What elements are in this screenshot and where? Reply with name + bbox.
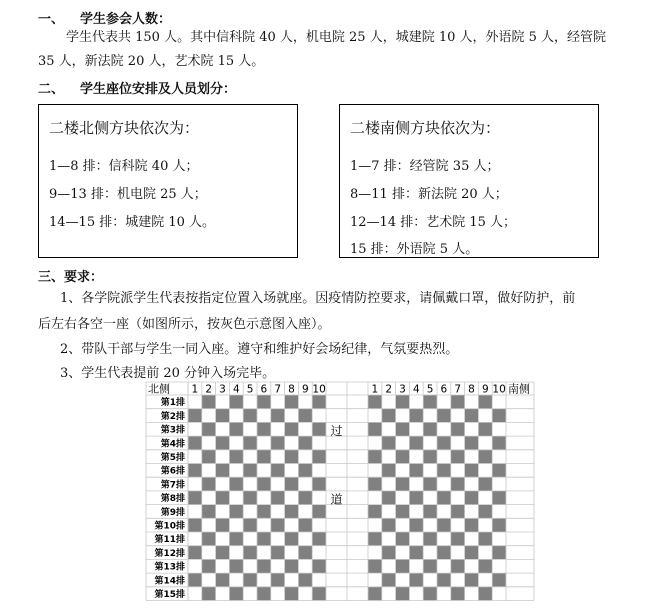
seat-cell-south [465, 409, 479, 423]
seat-cell-north [257, 450, 271, 464]
seat-cell-north [216, 409, 230, 423]
seat-cell-north [298, 518, 312, 532]
seat-cell-south [437, 464, 451, 478]
aisle-char-1: 过 [330, 424, 343, 439]
seat-cell-north [285, 505, 299, 519]
north-col-number: 5 [246, 383, 254, 396]
row-label: 第5排 [160, 453, 185, 463]
north-row-2: 9—13 排：机电院 25 人； [49, 187, 207, 202]
seat-cell-south [437, 409, 451, 423]
requirement-1-line1: 1、各学院派学生代表按指定位置入场就座。因疫情防控要求，请佩戴口罩，做好防护，前 [60, 291, 576, 306]
seat-cell-north [243, 436, 257, 450]
section1-text-line2: 35 人，新法院 20 人，艺术院 15 人。 [38, 54, 265, 69]
seat-cell-south [465, 546, 479, 560]
row-label: 第7排 [160, 480, 185, 491]
seat-cell-north [298, 546, 312, 560]
seat-cell-north [202, 532, 216, 546]
seat-cell-north [285, 587, 299, 601]
seat-cell-south [409, 436, 423, 450]
south-row-2: 8—11 排：新法院 20 人； [350, 187, 508, 202]
seat-cell-north [202, 395, 216, 409]
south-col-number: 3 [399, 383, 406, 396]
seat-cell-south [368, 450, 382, 464]
row-label: 第4排 [160, 439, 185, 450]
seat-cell-south [478, 559, 492, 573]
requirement-1-line2: 后左右各空一座（如图所示，按灰色示意图入座）。 [38, 317, 331, 332]
seat-cell-south [478, 395, 492, 409]
north-box-title: 二楼北侧方块依次为： [49, 119, 200, 137]
seat-cell-north [229, 422, 243, 436]
seat-cell-north [216, 573, 230, 587]
seat-cell-north [229, 505, 243, 519]
requirement-2: 2、带队干部与学生一同入座。遵守和维护好会场纪律，气氛要热烈。 [60, 342, 459, 357]
seat-cell-north [188, 491, 202, 505]
seat-cell-south [478, 532, 492, 546]
seat-cell-south [478, 422, 492, 436]
seat-cell-north [285, 559, 299, 573]
seat-cell-south [382, 409, 396, 423]
seat-cell-north [229, 532, 243, 546]
seat-cell-south [368, 422, 382, 436]
seat-cell-south [368, 532, 382, 546]
seat-cell-north [216, 518, 230, 532]
south-col-number: 5 [426, 383, 434, 396]
seat-cell-north [216, 546, 230, 560]
seat-cell-north [271, 436, 285, 450]
seat-cell-south [451, 477, 465, 491]
north-col-number: 4 [232, 383, 240, 396]
seat-cell-north [243, 546, 257, 560]
seat-cell-south [437, 518, 451, 532]
seat-cell-south [423, 395, 437, 409]
seat-cell-south [437, 491, 451, 505]
seat-cell-north [298, 573, 312, 587]
seat-cell-north [202, 422, 216, 436]
seat-cell-north [202, 559, 216, 573]
seat-cell-south [423, 477, 437, 491]
seat-cell-south [492, 464, 506, 478]
seat-cell-north [243, 573, 257, 587]
seat-cell-south [465, 491, 479, 505]
seat-cell-south [492, 491, 506, 505]
north-side-label: 北侧 [148, 382, 170, 396]
seat-cell-south [451, 505, 465, 519]
seat-cell-south [465, 436, 479, 450]
seat-cell-south [451, 532, 465, 546]
row-label: 第1排 [160, 398, 185, 409]
seat-cell-north [298, 464, 312, 478]
north-col-number: 6 [260, 383, 268, 396]
seat-cell-north [312, 450, 326, 464]
south-col-number: 1 [371, 383, 379, 396]
seat-cell-south [382, 518, 396, 532]
seat-cell-south [409, 573, 423, 587]
north-row-1: 1—8 排：信科院 40 人； [49, 159, 199, 174]
seat-cell-north [285, 422, 299, 436]
seat-cell-south [492, 573, 506, 587]
seat-cell-south [396, 559, 410, 573]
seat-cell-north [229, 477, 243, 491]
seat-cell-north [271, 464, 285, 478]
seat-cell-north [285, 477, 299, 491]
seat-cell-north [216, 464, 230, 478]
seat-cell-north [312, 395, 326, 409]
seat-cell-north [188, 464, 202, 478]
south-col-number: 2 [385, 383, 393, 396]
seat-cell-north [257, 559, 271, 573]
seat-cell-south [423, 505, 437, 519]
row-label: 第8排 [160, 494, 185, 505]
seat-cell-south [382, 546, 396, 560]
south-col-number: 7 [454, 383, 462, 396]
south-row-3: 12—14 排：艺术院 15 人； [350, 215, 517, 230]
seat-cell-north [257, 587, 271, 601]
seat-cell-south [396, 477, 410, 491]
seat-cell-north [271, 491, 285, 505]
seat-cell-south [423, 559, 437, 573]
seat-cell-north [271, 573, 285, 587]
south-col-number: 9 [481, 383, 489, 396]
seat-cell-north [257, 422, 271, 436]
seat-cell-north [312, 532, 326, 546]
seat-cell-south [465, 518, 479, 532]
seat-cell-south [382, 491, 396, 505]
seat-cell-north [271, 518, 285, 532]
north-seating-box [38, 104, 298, 258]
seat-cell-south [409, 464, 423, 478]
seat-cell-north [257, 477, 271, 491]
seat-cell-south [382, 573, 396, 587]
seat-cell-north [202, 477, 216, 491]
seat-cell-north [312, 477, 326, 491]
section1-number: 一、 [38, 12, 65, 27]
seat-cell-south [492, 436, 506, 450]
south-col-number: 6 [440, 383, 448, 396]
seat-cell-south [409, 546, 423, 560]
seat-cell-north [229, 450, 243, 464]
seat-cell-north [271, 546, 285, 560]
seat-cell-south [368, 505, 382, 519]
seat-cell-south [423, 450, 437, 464]
seat-cell-north [188, 518, 202, 532]
seat-cell-north [202, 505, 216, 519]
seat-cell-south [437, 436, 451, 450]
seating-chart [146, 382, 530, 607]
seat-cell-north [285, 532, 299, 546]
seat-cell-south [423, 532, 437, 546]
row-label: 第6排 [160, 466, 185, 477]
north-col-number: 3 [219, 383, 226, 396]
section3-heading: 三、要求： [38, 270, 104, 285]
seat-cell-south [451, 422, 465, 436]
seat-cell-north [229, 559, 243, 573]
seat-cell-north [312, 422, 326, 436]
seat-cell-north [188, 546, 202, 560]
seat-cell-north [202, 450, 216, 464]
seat-cell-south [368, 477, 382, 491]
seat-cell-north [243, 491, 257, 505]
south-col-number: 10 [492, 383, 506, 396]
seat-cell-south [423, 422, 437, 436]
seat-cell-north [257, 532, 271, 546]
section1-heading: 学生参会人数： [80, 12, 172, 27]
row-label: 第3排 [160, 425, 185, 436]
seat-cell-south [492, 518, 506, 532]
seat-cell-north [298, 436, 312, 450]
section2-heading: 学生座位安排及人员划分： [80, 82, 237, 97]
south-row-4: 15 排：外语院 5 人。 [350, 242, 479, 257]
seat-cell-south [368, 395, 382, 409]
requirement-3: 3、学生代表提前 20 分钟入场完毕。 [60, 366, 276, 381]
seat-cell-south [382, 464, 396, 478]
seat-cell-south [423, 587, 437, 601]
seat-cell-north [312, 505, 326, 519]
seat-cell-north [243, 518, 257, 532]
seat-cell-south [451, 450, 465, 464]
north-col-number: 7 [274, 383, 282, 396]
seat-cell-south [396, 395, 410, 409]
aisle-char-2: 道 [330, 492, 343, 507]
south-row-1: 1—7 排：经管院 35 人； [350, 159, 500, 174]
row-label: 第11排 [154, 535, 185, 546]
row-label: 第12排 [154, 548, 185, 559]
seat-cell-north [188, 573, 202, 587]
seat-cell-south [382, 436, 396, 450]
section1-text-line1: 学生代表共 150 人。其中信科院 40 人，机电院 25 人，城建院 10 人，外语院 5 人，经管院 [66, 30, 607, 45]
seat-cell-south [451, 587, 465, 601]
seat-cell-south [409, 518, 423, 532]
seat-cell-north [188, 436, 202, 450]
seat-cell-north [216, 491, 230, 505]
north-col-number: 9 [301, 383, 309, 396]
seat-cell-north [243, 464, 257, 478]
seat-cell-south [396, 587, 410, 601]
seat-cell-south [478, 587, 492, 601]
seat-cell-south [437, 546, 451, 560]
seat-cell-south [396, 505, 410, 519]
south-col-number: 4 [412, 383, 420, 396]
north-col-number: 1 [191, 383, 199, 396]
row-label: 第14排 [154, 576, 185, 587]
seat-cell-north [229, 587, 243, 601]
seat-cell-north [298, 491, 312, 505]
seat-cell-north [188, 409, 202, 423]
north-row-3: 14—15 排：城建院 10 人。 [49, 215, 216, 230]
seat-cell-north [229, 395, 243, 409]
seat-cell-south [368, 559, 382, 573]
row-label: 第2排 [160, 411, 185, 422]
south-seating-box [339, 104, 599, 258]
seat-cell-north [257, 505, 271, 519]
row-label: 第15排 [154, 590, 185, 600]
seat-cell-south [368, 587, 382, 601]
north-col-number: 10 [312, 383, 326, 396]
seat-cell-north [312, 587, 326, 601]
seat-cell-north [216, 436, 230, 450]
seat-cell-north [285, 395, 299, 409]
seat-cell-south [409, 491, 423, 505]
seat-cell-south [396, 422, 410, 436]
seat-cell-north [271, 409, 285, 423]
seat-cell-north [285, 450, 299, 464]
seat-cell-south [396, 532, 410, 546]
row-label: 第9排 [160, 507, 185, 518]
seat-cell-south [409, 409, 423, 423]
seat-cell-south [465, 573, 479, 587]
north-col-number: 2 [205, 383, 213, 396]
seat-cell-south [492, 546, 506, 560]
seat-cell-north [257, 395, 271, 409]
seat-cell-north [202, 587, 216, 601]
seat-cell-south [451, 559, 465, 573]
seat-cell-south [396, 450, 410, 464]
seat-cell-north [298, 409, 312, 423]
south-box-title: 二楼南侧方块依次为： [350, 119, 501, 137]
seat-cell-south [478, 450, 492, 464]
seat-cell-north [312, 559, 326, 573]
section2-number: 二、 [38, 82, 65, 97]
row-label: 第10排 [154, 521, 185, 532]
south-side-label: 南侧 [508, 382, 530, 396]
seat-cell-south [478, 505, 492, 519]
seat-cell-south [492, 409, 506, 423]
seat-cell-south [451, 395, 465, 409]
north-col-number: 8 [288, 383, 295, 396]
seat-cell-north [243, 409, 257, 423]
row-label: 第13排 [154, 562, 185, 573]
seat-cell-south [465, 464, 479, 478]
seat-cell-south [478, 477, 492, 491]
seat-cell-south [437, 573, 451, 587]
south-col-number: 8 [468, 383, 475, 396]
